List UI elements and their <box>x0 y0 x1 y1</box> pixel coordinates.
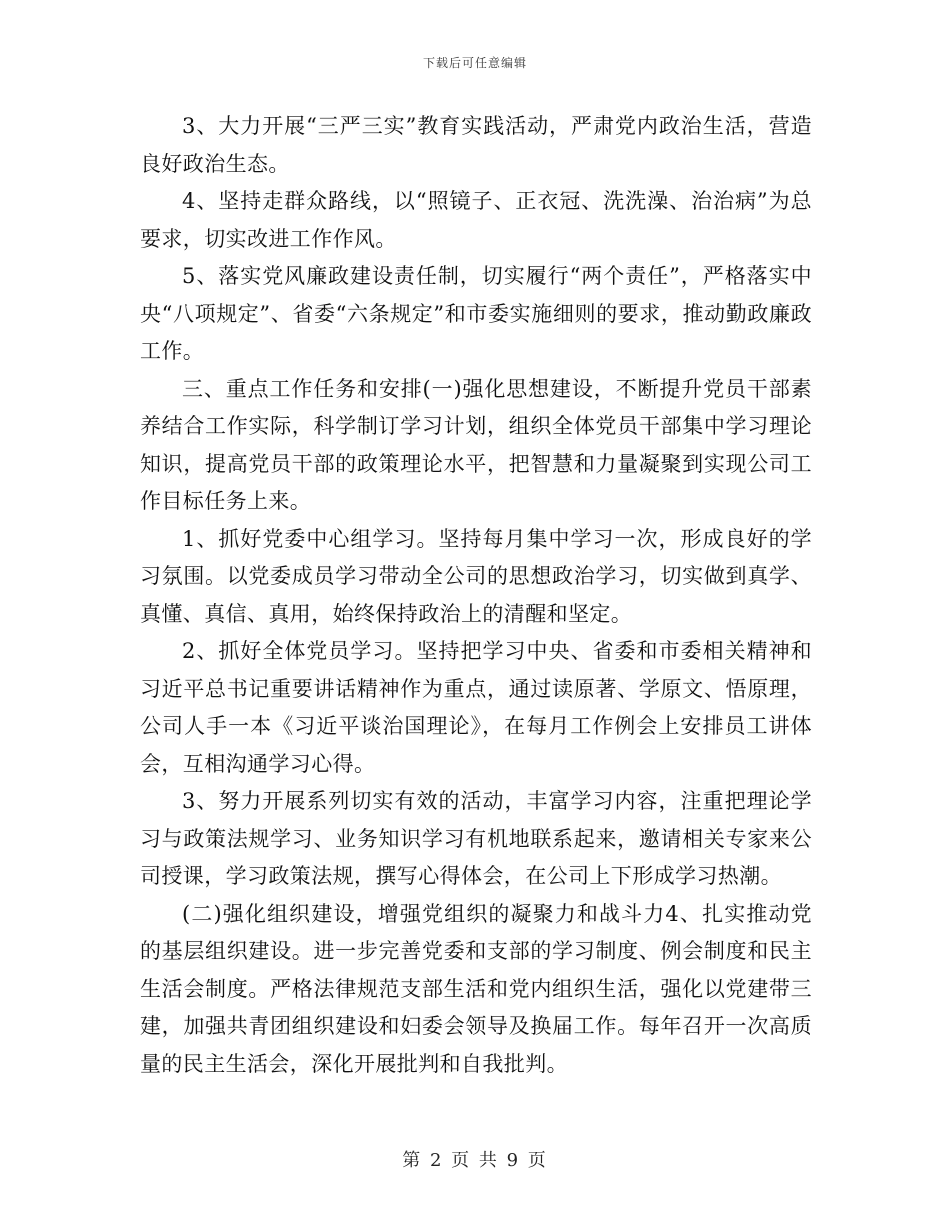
paragraph-section-3-tasks: 三、重点工作任务和安排(一)强化思想建设，不断提升党员干部素养结合工作实际，科学制订学习计划，组织全体党员干部集中学习理论知识，提高党员干部的政策理论水平，把智慧和力量凝聚到实现公司工作目标任务上来。 <box>140 376 812 513</box>
document-body <box>140 108 812 1083</box>
paragraph-item-3-activities: 3、努力开展系列切实有效的活动，丰富学习内容，注重把理论学习与政策法规学习、业务知识学习有机地联系起来，邀请相关专家来公司授课，学习政策法规，撰写心得体会，在公司上下形成学习热潮。 <box>140 789 812 888</box>
paragraph-item-2-all-members: 2、抓好全体党员学习。坚持把学习中央、省委和市委相关精神和习近平总书记重要讲话精神作为重点，通过读原著、学原文、悟原理，公司人手一本《习近平谈治国理论》，在每月工作例会上安排员工讲体会，互相沟通学习心得。 <box>140 639 812 776</box>
paragraph-item-3-yan-san-shi: 3、大力开展“三严三实”教育实践活动，严肃党内政治生活，营造良好政治生态。 <box>140 114 812 176</box>
paragraph-item-5-responsibility: 5、落实党风廉政建设责任制，切实履行“两个责任”，严格落实中央“八项规定”、省委“六条规定”和市委实施细则的要求，推动勤政廉政工作。 <box>140 264 812 363</box>
page-number-footer: 第 2 页 共 9 页 <box>402 1150 548 1171</box>
paragraph-section-2-organization: (二)强化组织建设，增强党组织的凝聚力和战斗力4、扎实推动党的基层组织建设。进一步完善党委和支部的学习制度、例会制度和民主生活会制度。严格法律规范支部生活和党内组织生活，强化以党建带三建，加强共青团组织建设和妇委会领导及换届工作。每年召开一次高质量的民主生活会，深化开展批判和自我批判。 <box>140 901 812 1076</box>
paragraph-item-1-central-group: 1、抓好党委中心组学习。坚持每月集中学习一次，形成良好的学习氛围。以党委成员学习带动全公司的思想政治学习，切实做到真学、真懂、真信、真用，始终保持政治上的清醒和坚定。 <box>140 526 812 626</box>
paragraph-item-4-mass-line: 4、坚持走群众路线，以“照镜子、正衣冠、洗洗澡、治治病”为总要求，切实改进工作作风。 <box>140 189 812 251</box>
page-header: 下载后可任意编辑 <box>422 56 527 70</box>
